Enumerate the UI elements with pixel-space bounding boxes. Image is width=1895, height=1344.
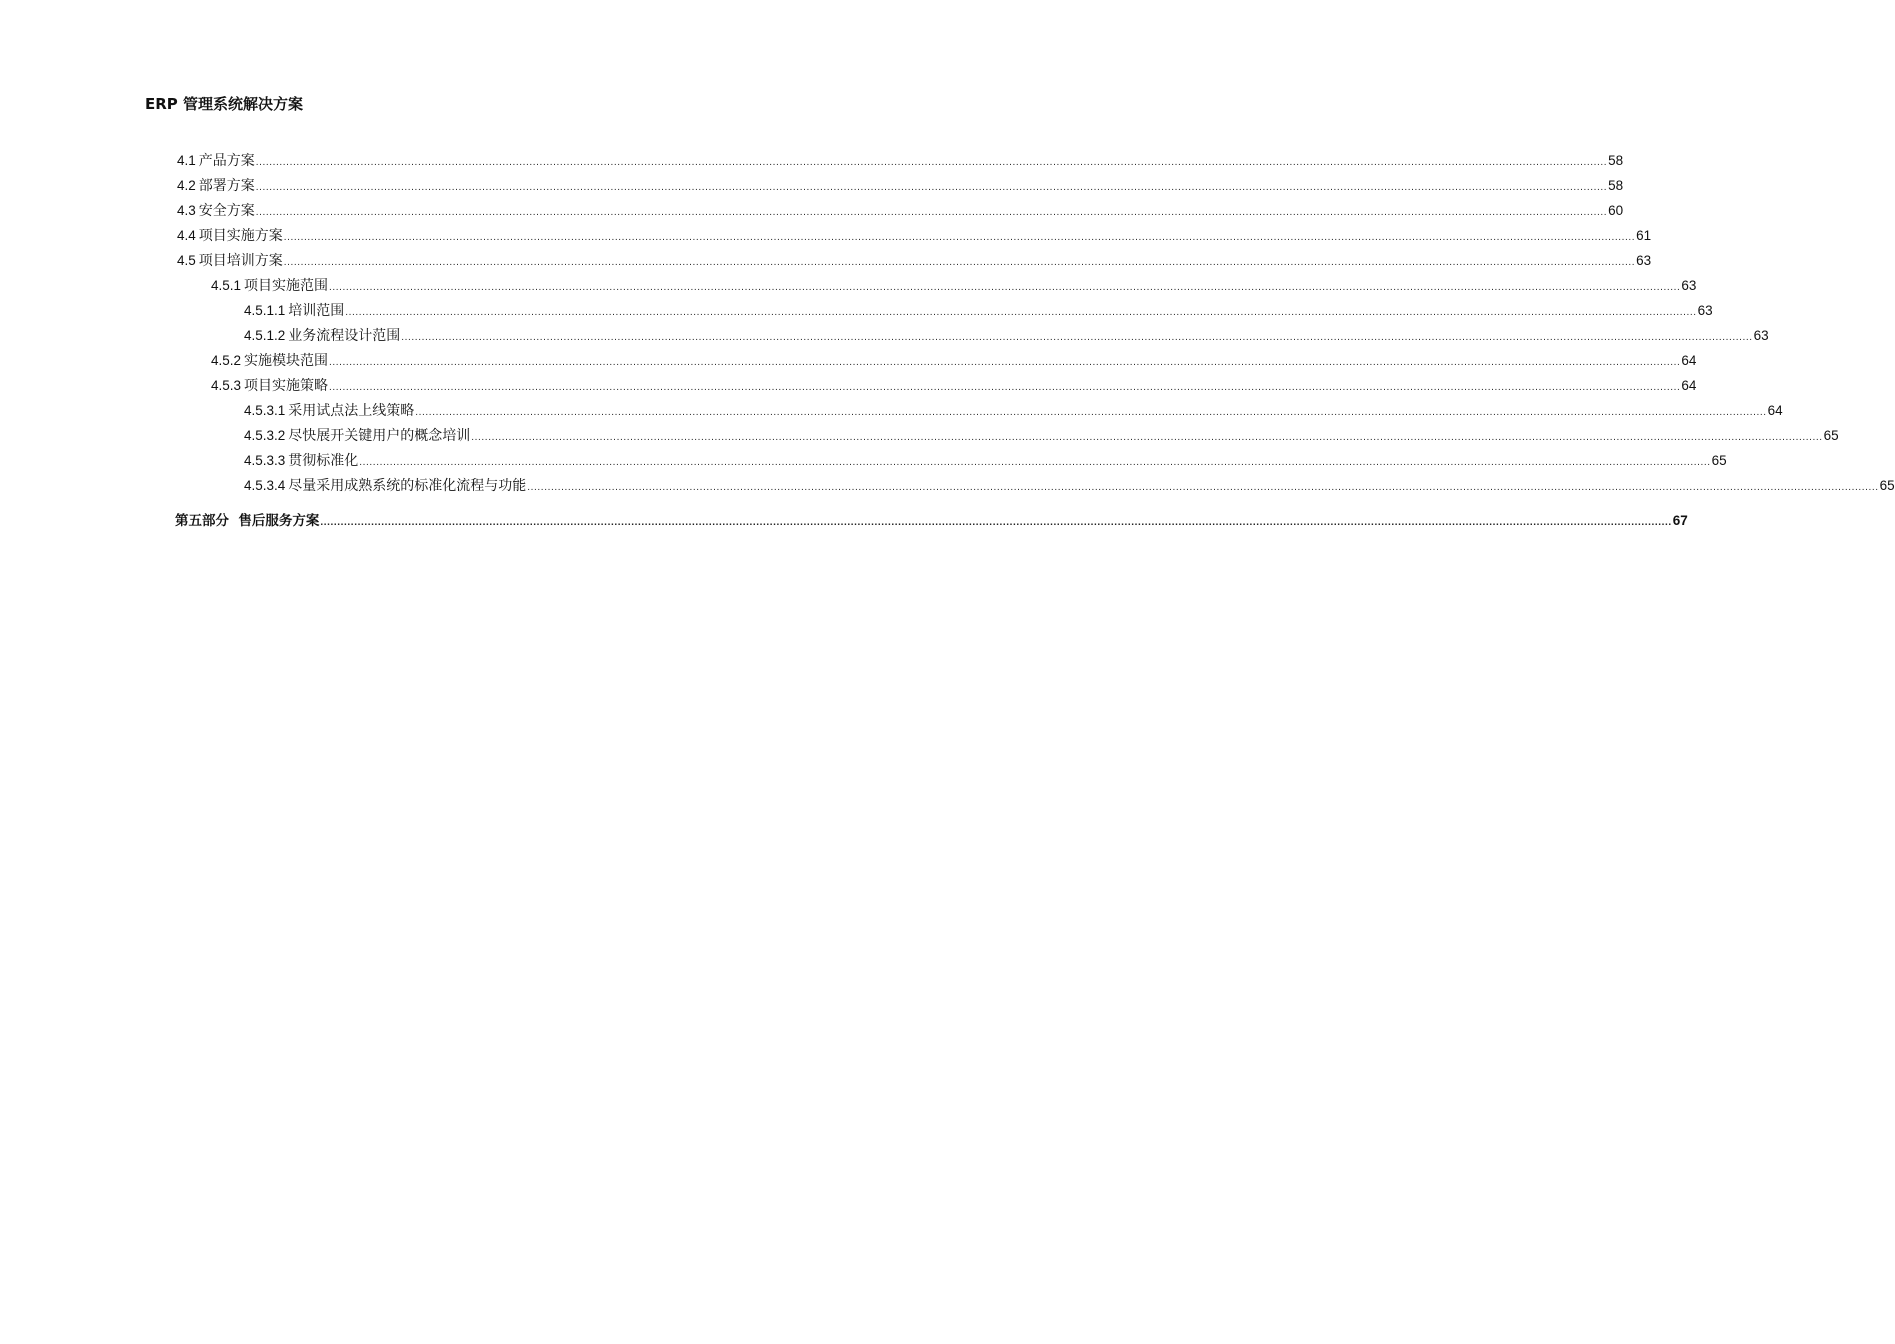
toc-entry-title: 培训范围 [288,303,345,319]
toc-entry-number: 4.5.1.2 [244,328,286,343]
toc-entry-page: 63 [1697,303,1713,318]
toc-entry[interactable] [211,275,1697,297]
toc-entry-title: 安全方案 [198,203,255,219]
toc-entry-number: 4.4 [177,228,196,243]
toc-entry-title: 贯彻标准化 [288,453,359,469]
toc-entry-number: 4.1 [177,153,196,168]
toc-entry[interactable] [177,250,1652,272]
dot-leader: ................................................................................................................................................................................................................................................................................................................................................................................................................ [401,332,1753,343]
dot-leader: ................................................................................................................................................................................................................................................................................................................................................................................................................ [255,157,1608,168]
toc-entry[interactable] [211,375,1697,397]
toc-entry[interactable] [244,300,1713,322]
toc-entry-title: 项目实施策略 [244,378,329,394]
dot-leader: ................................................................................................................................................................................................................................................................................................................................................................................................................ [329,282,1681,293]
toc-entry[interactable] [244,400,1783,422]
dot-leader: ................................................................................................................................................................................................................................................................................................................................................................................................................ [255,182,1608,193]
toc-entry-number: 4.5.2 [211,353,242,368]
toc-entry-page: 65 [1711,453,1727,468]
toc-entry-title: 项目培训方案 [198,253,283,269]
toc-entry-number: 4.5.3.4 [244,478,286,493]
toc-entry-number: 4.5.3 [211,378,242,393]
toc-entry[interactable] [177,200,1624,222]
dot-leader: ................................................................................................................................................................................................................................................................................................................................................................................................................ [255,207,1608,218]
dot-leader: ................................................................................................................................................................................................................................................................................................................................................................................................................ [329,357,1681,368]
toc-entry-page: 61 [1636,228,1652,243]
toc-entry-number: 4.5 [177,253,196,268]
toc-entry-part[interactable] [175,510,1688,532]
toc-entry[interactable] [211,350,1697,372]
toc-entry-page: 64 [1681,353,1697,368]
dot-leader: ................................................................................................................................................................................................................................................................................................................................................................................................................ [329,382,1681,393]
toc-entry-title: 部署方案 [198,178,255,194]
toc-entry-number: 4.2 [177,178,196,193]
toc-entry[interactable] [244,475,1895,497]
dot-leader: ................................................................................................................................................................................................................................................................................................................................................................................................................ [283,257,1636,268]
toc-entry-title: 采用试点法上线策略 [288,403,415,419]
dot-leader: ................................................................................................................................................................................................................................................................................................................................................................................................................ [471,432,1823,443]
toc-entry-title: 业务流程设计范围 [288,328,401,344]
dot-leader: ................................................................................................................................................................................................................................................................................................................................................................................................................ [415,407,1767,418]
dot-leader: ................................................................................................................................................................................................................................................................................................................................................................................................................ [345,307,1697,318]
toc-entry[interactable] [177,150,1624,172]
toc-entry-page: 65 [1823,428,1839,443]
toc-entry-page: 64 [1681,378,1697,393]
toc-entry-page: 64 [1767,403,1783,418]
toc-entry-number: 4.5.3.3 [244,453,286,468]
toc-entry-page: 58 [1608,153,1624,168]
toc-entry-number: 4.5.3.1 [244,403,286,418]
toc-entry-page: 63 [1681,278,1697,293]
toc-entry-number: 4.5.1 [211,278,242,293]
toc-entry[interactable] [244,325,1769,347]
toc-entry-page: 65 [1879,478,1895,493]
toc-entry-title: 产品方案 [198,153,255,169]
toc-entry-title: 第五部分 售后服务方案 [175,513,320,529]
toc-entry-page: 60 [1608,203,1624,218]
toc-entry-page: 63 [1636,253,1652,268]
document-title: ERP 管理系统解决方案 [145,95,304,113]
toc-entry-number: 4.3 [177,203,196,218]
toc-entry-title: 尽量采用成熟系统的标准化流程与功能 [288,478,527,494]
dot-leader: ................................................................................................................................................................................................................................................................................................................................................................................................................ [320,517,1672,528]
toc-entry[interactable] [177,175,1624,197]
toc-entry-title: 项目实施方案 [198,228,283,244]
toc-entry-title: 实施模块范围 [244,353,329,369]
toc-entry[interactable] [244,450,1727,472]
toc-entry-number: 4.5.1.1 [244,303,286,318]
toc-entry-number: 4.5.3.2 [244,428,286,443]
toc-entry[interactable] [177,225,1652,247]
toc-entry-page: 63 [1753,328,1769,343]
toc-entry-title: 尽快展开关键用户的概念培训 [288,428,471,444]
toc-entry[interactable] [244,425,1839,447]
toc-entry-page: 67 [1672,513,1688,528]
dot-leader: ................................................................................................................................................................................................................................................................................................................................................................................................................ [283,232,1636,243]
dot-leader: ................................................................................................................................................................................................................................................................................................................................................................................................................ [359,457,1711,468]
toc-entry-page: 58 [1608,178,1624,193]
dot-leader: ................................................................................................................................................................................................................................................................................................................................................................................................................ [527,482,1879,493]
toc-entry-title: 项目实施范围 [244,278,329,294]
